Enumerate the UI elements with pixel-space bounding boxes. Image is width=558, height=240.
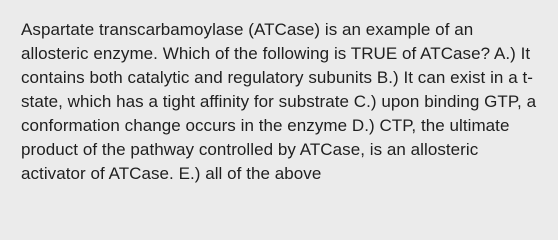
- question-text: Aspartate transcarbamoylase (ATCase) is an example of an allosteric enzyme. Which of the following is TRUE of ATCase? A.) It contains both catalytic and regulatory subunits B.) It can exist in a t-state, which has a tight affinity for substrate C.) upon binding GTP, a conformation change occurs in the enzyme D.) CTP, the ultimate product of the pathway controlled by ATCase, is an allosteric activator of ATCase. E.) all of the above: [21, 20, 537, 183]
